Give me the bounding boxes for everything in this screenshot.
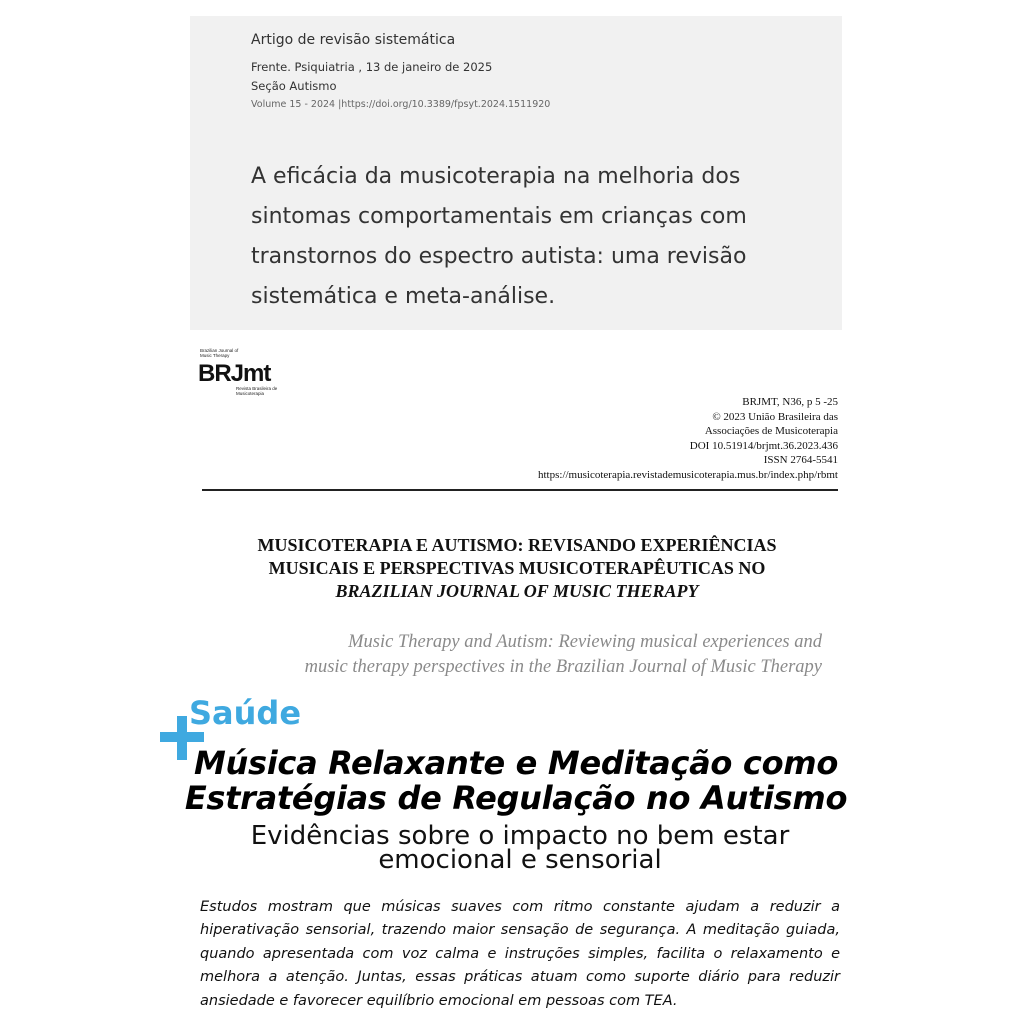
post-subtitle <box>200 821 840 875</box>
meta-line: Associações de Musicoterapia <box>704 425 838 438</box>
meta-line: DOI 10.51914/brjmt.36.2023.436 <box>689 439 838 452</box>
pt-title-line: MUSICOTERAPIA E AUTISMO: REVISANDO EXPERIÊNCIAS <box>257 535 777 555</box>
en-title-line: music therapy perspectives in the Brazilian Journal of Music Therapy <box>304 656 822 677</box>
section-label: Seção Autismo <box>251 79 337 93</box>
meta-url: https://musicoterapia.revistademusicoterapia.mus.br/index.php/rbmt <box>538 468 838 481</box>
category-label: Saúde <box>189 694 302 732</box>
portuguese-title <box>200 534 834 603</box>
logo-bottom-text: Revista Brasileira de Musicoterapia <box>236 386 278 396</box>
journal-line: Frente. Psiquiatria , 13 de janeiro de 2025 <box>251 60 493 74</box>
pt-title-line: BRAZILIAN JOURNAL OF MUSIC THERAPY <box>335 581 699 601</box>
en-title-line: Music Therapy and Autism: Reviewing musical experiences and <box>348 632 822 652</box>
frontiers-article-card <box>190 16 842 330</box>
english-title <box>200 630 822 679</box>
post-title-line: Música Relaxante e Meditação como <box>193 744 839 782</box>
volume-doi: Volume 15 - 2024 |https://doi.org/10.3389/fpsyt.2024.1511920 <box>251 99 551 110</box>
meta-line: BRJMT, N36, p 5 -25 <box>742 396 838 408</box>
post-title-line: Estratégias de Regulação no Autismo <box>184 779 848 817</box>
logo-top-text: Brazilian Journal of Music Therapy <box>200 348 239 358</box>
pt-title-line: MUSICAIS E PERSPECTIVAS MUSICOTERAPÊUTICAS NO <box>268 558 766 578</box>
logo-main-text: BRJmt <box>198 360 271 387</box>
meta-line: © 2023 União Brasileira das <box>712 410 838 423</box>
post-title <box>160 746 872 816</box>
subtitle-line: emocional e sensorial <box>378 845 662 875</box>
article-type: Artigo de revisão sistemática <box>251 32 456 48</box>
divider <box>202 489 838 491</box>
meta-line: ISSN 2764-5541 <box>763 454 838 467</box>
brjmt-logo <box>198 348 284 398</box>
publication-meta <box>538 395 838 483</box>
post-body: Estudos mostram que músicas suaves com ritmo constante ajudam a reduzir a hiperativação sensorial, trazendo maior sensação de segurança. A meditação guiada, quando apresentada com voz calma e instruções simples, facilita o relaxamento e melhora a atenção. Juntas, essas práticas atuam como suporte diário para reduzir ansiedade e favorecer equilíbrio emocional em pessoas com TEA. <box>200 899 840 1009</box>
article-title: A eficácia da musicoterapia na melhoria dos sintomas comportamentais em crianças com transtornos do espectro autista: uma revisão sistemática e meta-análise. <box>251 164 747 309</box>
subtitle-line: Evidências sobre o impacto no bem estar <box>250 821 790 851</box>
